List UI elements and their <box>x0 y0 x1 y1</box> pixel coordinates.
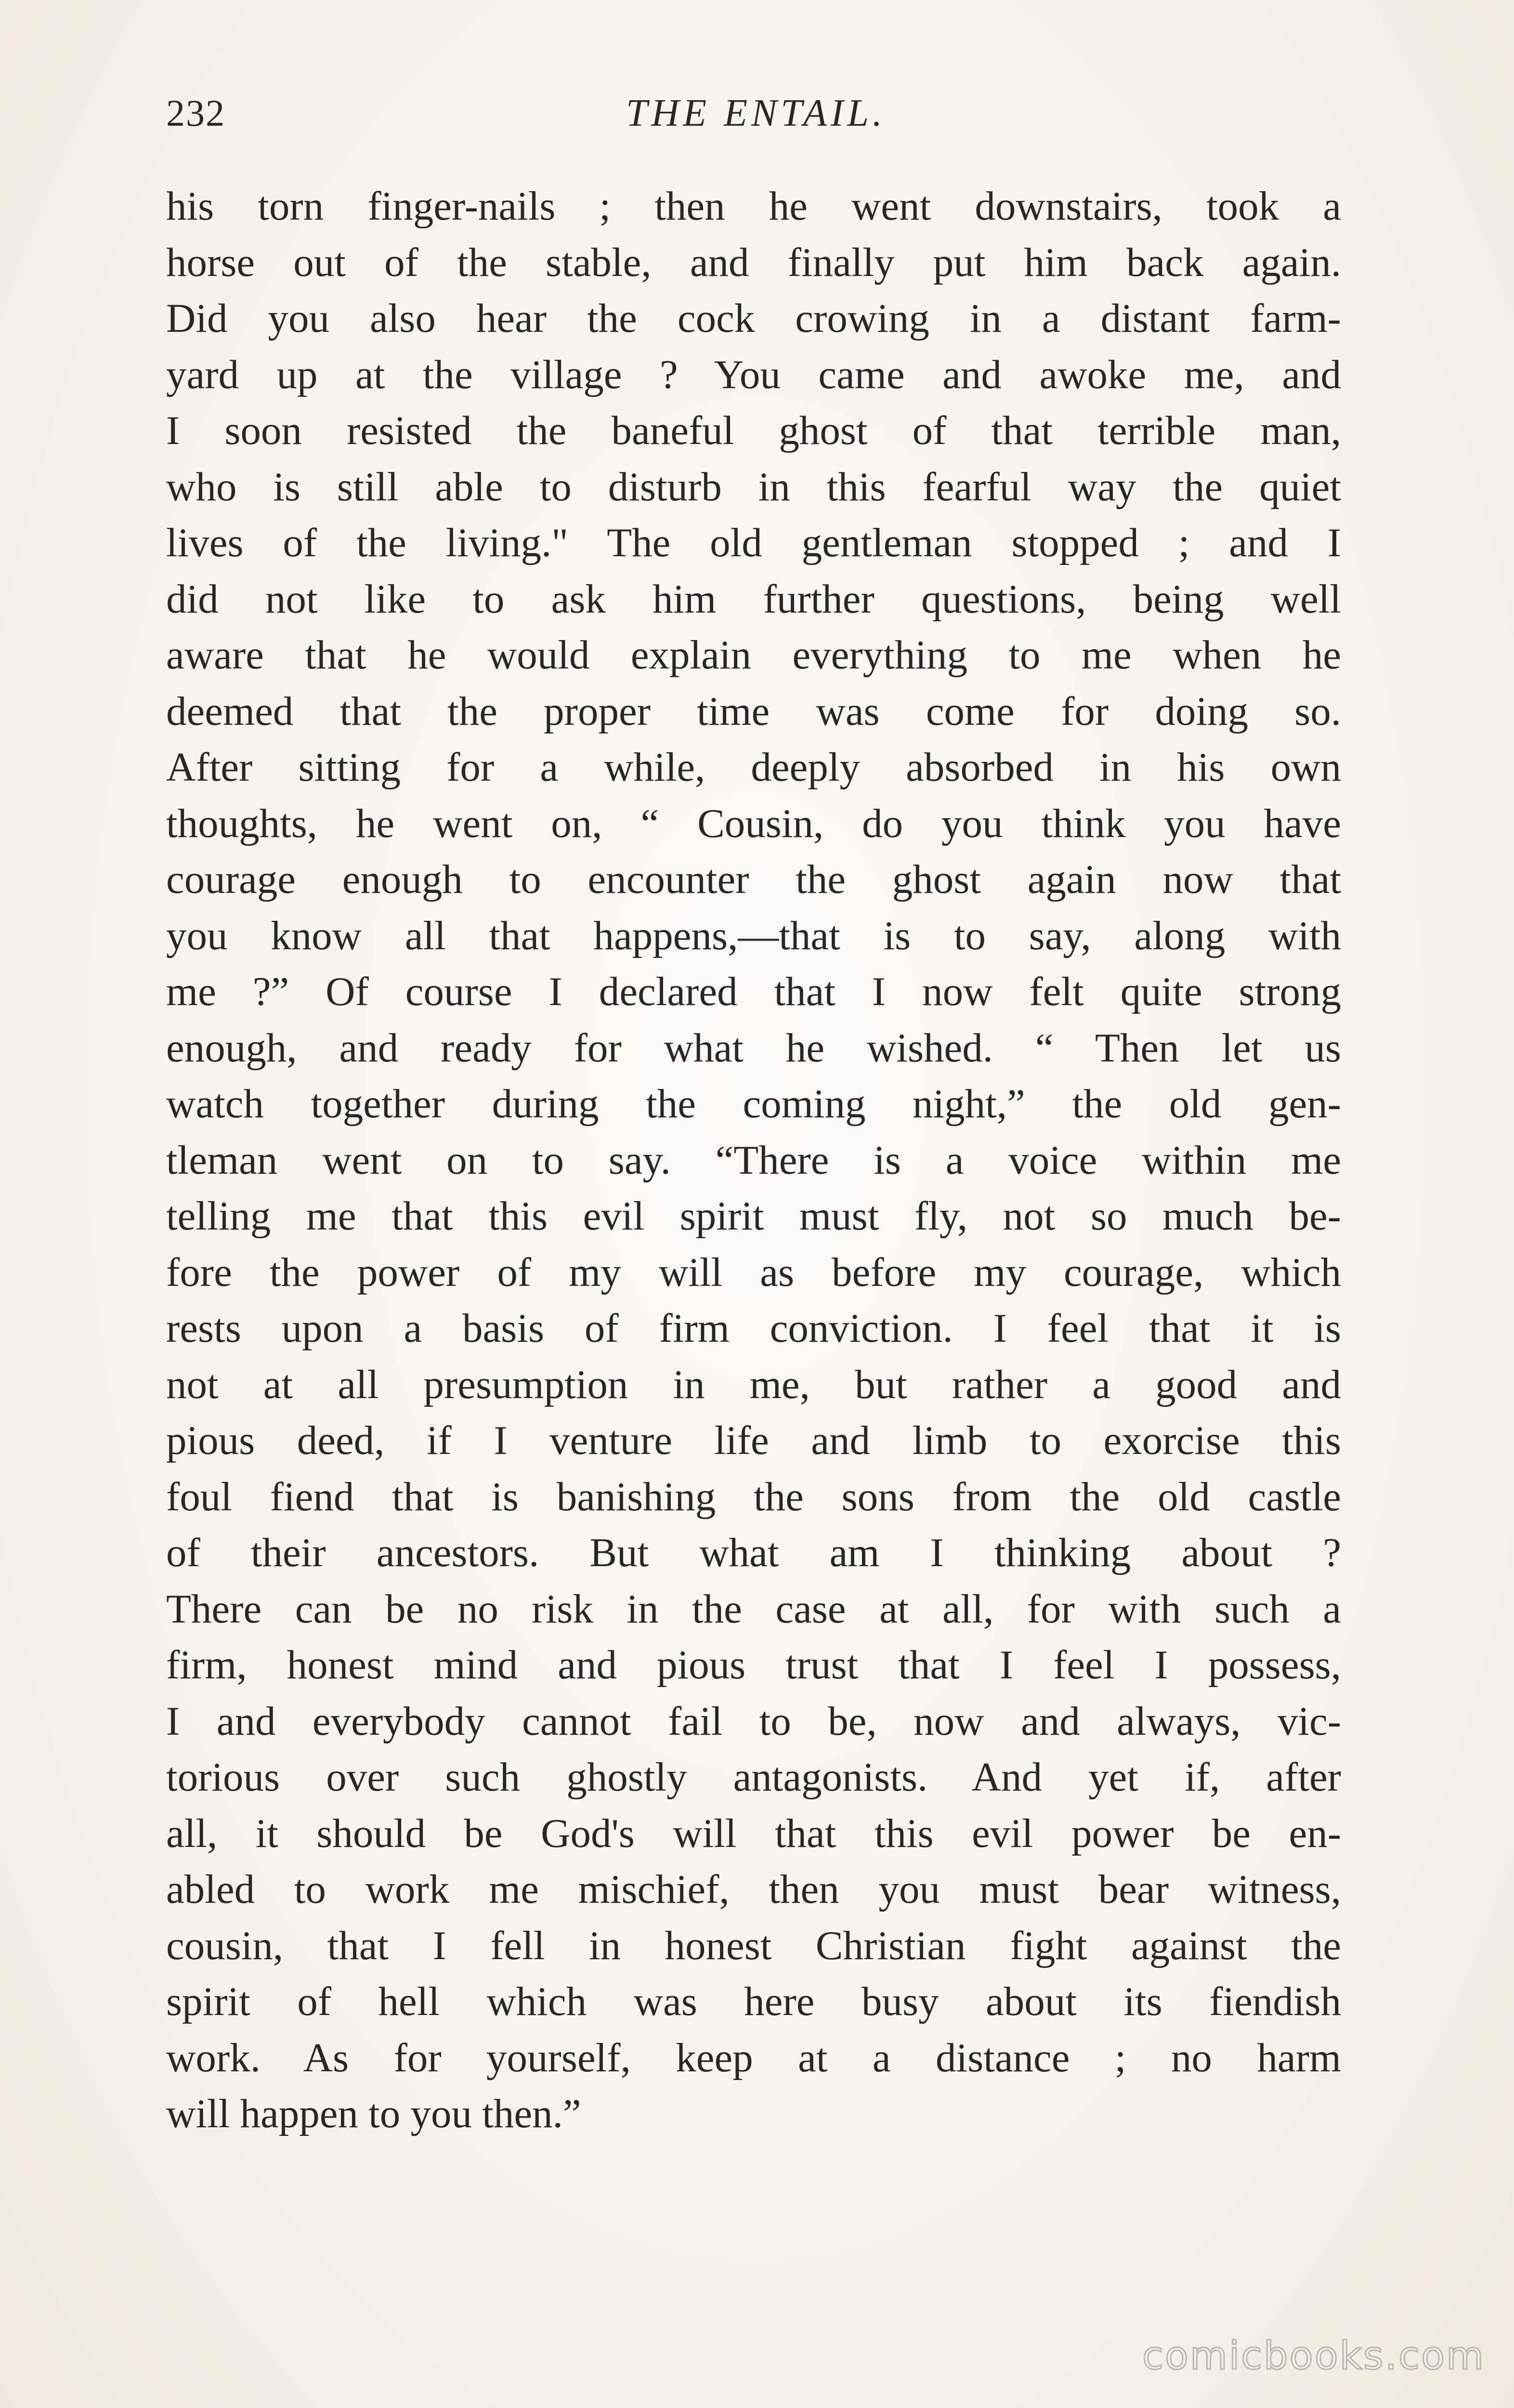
running-head <box>166 92 1346 140</box>
text-line: watch together during the coming night,” the old gen- <box>166 1081 1341 1126</box>
text-line: I and everybody cannot fail to be, now and always, vic- <box>166 1698 1341 1744</box>
text-line: There can be no risk in the case at all, for with such a <box>166 1586 1341 1632</box>
text-line: deemed that the proper time was come for doing so. <box>166 688 1341 734</box>
text-line: will happen to you then.” <box>166 2091 581 2136</box>
text-line: After sitting for a while, deeply absorbed in his own <box>166 745 1341 790</box>
text-line: who is still able to disturb in this fearful way the quiet <box>166 464 1341 510</box>
text-line: courage enough to encounter the ghost again now that <box>166 857 1341 902</box>
text-line: did not like to ask him further questions, being well <box>166 576 1341 622</box>
text-line: me ?” Of course I declared that I now felt quite strong <box>166 969 1341 1014</box>
text-line: you know all that happens,—that is to say, along with <box>166 913 1341 958</box>
text-line: I soon resisted the baneful ghost of that terrible man, <box>166 408 1341 453</box>
running-title: THE ENTAIL. <box>626 92 886 134</box>
text-line: fore the power of my will as before my courage, which <box>166 1249 1341 1295</box>
text-line: firm, honest mind and pious trust that I feel I possess, <box>166 1642 1341 1688</box>
text-line: tleman went on to say. “There is a voice within me <box>166 1137 1341 1183</box>
text-line: enough, and ready for what he wished. “ Then let us <box>166 1025 1341 1071</box>
text-line: all, it should be God's will that this evil power be en- <box>166 1810 1341 1856</box>
text-line: rests upon a basis of firm conviction. I feel that it is <box>166 1306 1341 1351</box>
text-line: cousin, that I fell in honest Christian fight against the <box>166 1923 1341 1968</box>
text-line: pious deed, if I venture life and limb to exorcise this <box>166 1418 1341 1463</box>
watermark: comicbooks.com <box>1142 2333 1485 2378</box>
text-line: his torn finger-nails ; then he went downstairs, took a <box>166 183 1341 229</box>
text-line: aware that he would explain everything to me when he <box>166 632 1341 678</box>
text-line: Did you also hear the cock crowing in a distant farm- <box>166 296 1341 341</box>
body-text <box>166 178 1341 2142</box>
text-line: lives of the living." The old gentleman stopped ; and I <box>166 520 1341 565</box>
text-line: foul fiend that is banishing the sons from the old castle <box>166 1474 1341 1519</box>
text-line: not at all presumption in me, but rather a good and <box>166 1361 1341 1407</box>
text-line: work. As for yourself, keep at a distance ; no harm <box>166 2035 1341 2081</box>
text-line: thoughts, he went on, “ Cousin, do you think you have <box>166 800 1341 846</box>
text-line: torious over such ghostly antagonists. And yet if, after <box>166 1754 1341 1800</box>
text-line: spirit of hell which was here busy about its fiendish <box>166 1979 1341 2024</box>
text-line: abled to work me mischief, then you must bear witness, <box>166 1867 1341 1912</box>
text-line: horse out of the stable, and finally put him back again. <box>166 239 1341 285</box>
text-line: of their ancestors. But what am I thinking about ? <box>166 1530 1341 1575</box>
text-line: yard up at the village ? You came and awoke me, and <box>166 352 1341 397</box>
text-line: telling me that this evil spirit must fly, not so much be- <box>166 1193 1341 1239</box>
page-number: 232 <box>166 92 225 134</box>
